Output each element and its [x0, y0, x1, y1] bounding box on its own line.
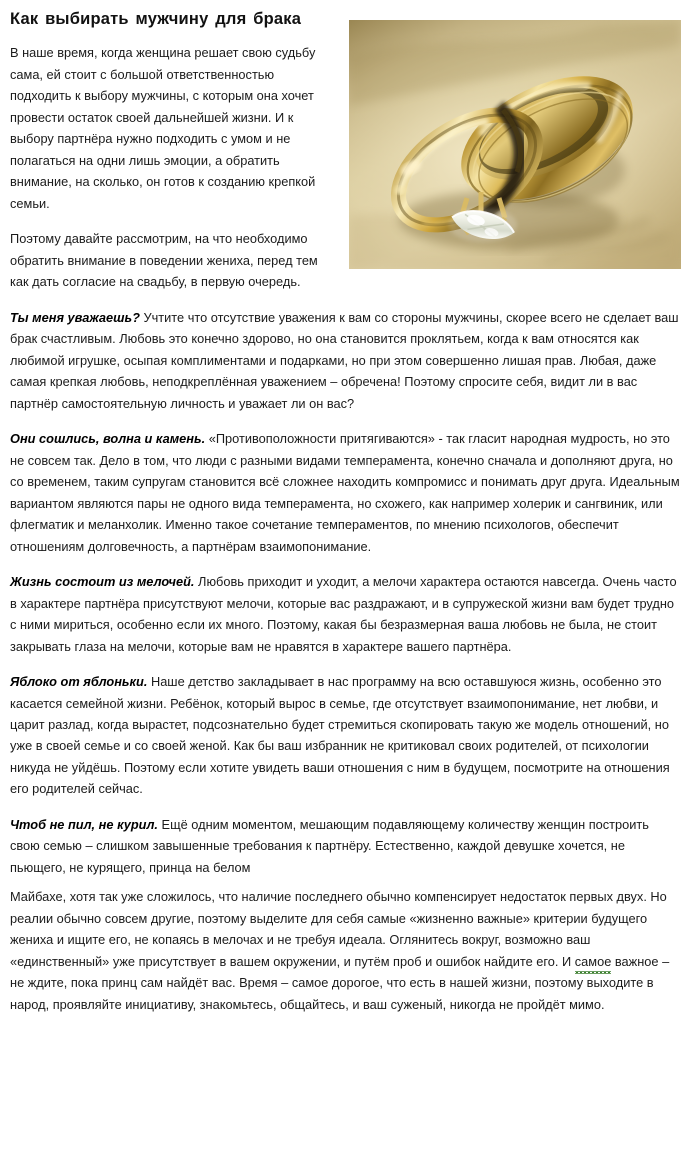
paragraph-text: «Противоположности притягиваются» - так гласит народная мудрость, но это не совсем так. Дело в том, что люди с разными видами темперамента, конечно сначала и дополняют друга, но со временем, таким супругам становится всё сложнее находить компромисс и понимать друг друга. Идеальным вариантом являются пары не одного вида темперамента, но схожего, как например холерик и сангвиник, или флегматик и меланхолик. Именно такое сочетание темпераментов, по мнению психологов, обеспечит отношениям долговечность, а партнёрам взаимопонимание. — [10, 431, 680, 554]
page-title: Как выбирать мужчину для брака — [10, 10, 302, 28]
paragraph-lead: Жизнь состоит из мелочей. — [10, 574, 195, 590]
paragraph-respect — [10, 307, 681, 414]
paragraph-text: Любовь приходит и уходит, а мелочи характера остаются навсегда. Очень часто в характере партнёра присутствуют мелочи, которые вас раздражают, и в супружеской жизни вам будет трудно с ними мириться, особенно если их много. Поэтому, какая бы безразмерная ваша любовь не была, не стоит закрывать глаза на мелочи, которые вам не нравятся в характере вашего партнёра. — [10, 574, 677, 654]
paragraph-text: Поэтому давайте рассмотрим, на что необходимо обратить внимание в поведении жениха, перед тем как дать согласие на свадьбу, в первую очередь. — [10, 231, 318, 290]
wedding-rings-illustration — [349, 20, 681, 269]
grammar-error-word[interactable]: самое — [575, 951, 612, 972]
paragraph-temperament — [10, 428, 681, 557]
article-container — [0, 9, 691, 1015]
paragraph-lead: Чтоб не пил, не курил. — [10, 816, 158, 832]
paragraph-requirements-part2 — [10, 886, 681, 1015]
paragraph-text: В наше время, когда женщина решает свою судьбу сама, ей стоит с большой ответственностью подходить к выбору мужчины, с которым она хочет провести остаток своей дальнейшей жизни. И к выбору партнёра нужно подходить с умом и не полагаться на одни лишь эмоции, а обратить внимание, на сколько, он готов к созданию крепкой семьи. — [10, 45, 316, 211]
paragraph-lead: Яблоко от яблоньки. — [10, 674, 148, 690]
paragraph-text: Учтите что отсутствие уважения к вам со стороны мужчины, скорее всего не сделает ваш брак счастливым. Любовь это конечно здорово, но она становится проклятьем, когда к вам относятся как любимой игрушке, осыпая комплиментами и подарками, но при этом совершенно лишая прав. Любая, даже самая крепкая любовь, неподкреплённая уважением – обречена! Поэтому спросите себя, видит ли в вас партнёр самостоятельную личность и уважает ли он вас? — [10, 309, 679, 411]
wedding-rings-photo — [349, 20, 681, 269]
paragraph-text: Ещё одним моментом, мешающим подавляющему количеству женщин построить свою семью – слишком завышенные требования к партнёру. Естественно, каждой девушке хочется, не пьющего, не курящего, принца на белом — [10, 816, 649, 875]
paragraph-text-after: важное – не ждите, пока принц сам найдёт вас. Время – самое дорогое, что есть в нашей жизни, поэтому выходите в народ, проявляйте инициативу, знакомьтесь, общайтесь, и ваш суженый, никогда не пройдёт мимо. — [10, 953, 670, 1012]
paragraph-lead: Ты меня уважаешь? — [10, 309, 140, 325]
paragraph-text-before: Майбахе, хотя так уже сложилось, что наличие последнего обычно компенсирует недостаток первых двух. Но реалии обычно совсем другие, поэтому выделите для себя самые «жизненно важные» критерии будущего жениха и ищите его, не копаясь в мелочах и не требуя идеала. Оглянитесь вокруг, возможно ваш «единственный» уже присутствует в вашем окружении, и путём проб и ошибок найдите его. И — [10, 889, 667, 969]
paragraph-text: Наше детство закладывает в нас программу на всю оставшуюся жизнь, особенно это касается семейной жизни. Ребёнок, который вырос в семье, где отсутствует взаимопонимание, нет любви, и царит разлад, когда вырастет, подсознательно будет стремиться скопировать такую же модель отношений, но уже в своей семье и со своей женой. Как бы ваш избранник не критиковал своих родителей, от психологии никуда не уйдёшь. Поэтому если хотите увидеть ваши отношения с ним в будущем, посмотрите на отношения его родителей сейчас. — [10, 674, 670, 797]
paragraph-lead: Они сошлись, волна и камень. — [10, 431, 206, 447]
paragraph-apple — [10, 671, 681, 800]
paragraph-trifles — [10, 571, 681, 657]
paragraph-requirements-part1 — [10, 814, 681, 878]
